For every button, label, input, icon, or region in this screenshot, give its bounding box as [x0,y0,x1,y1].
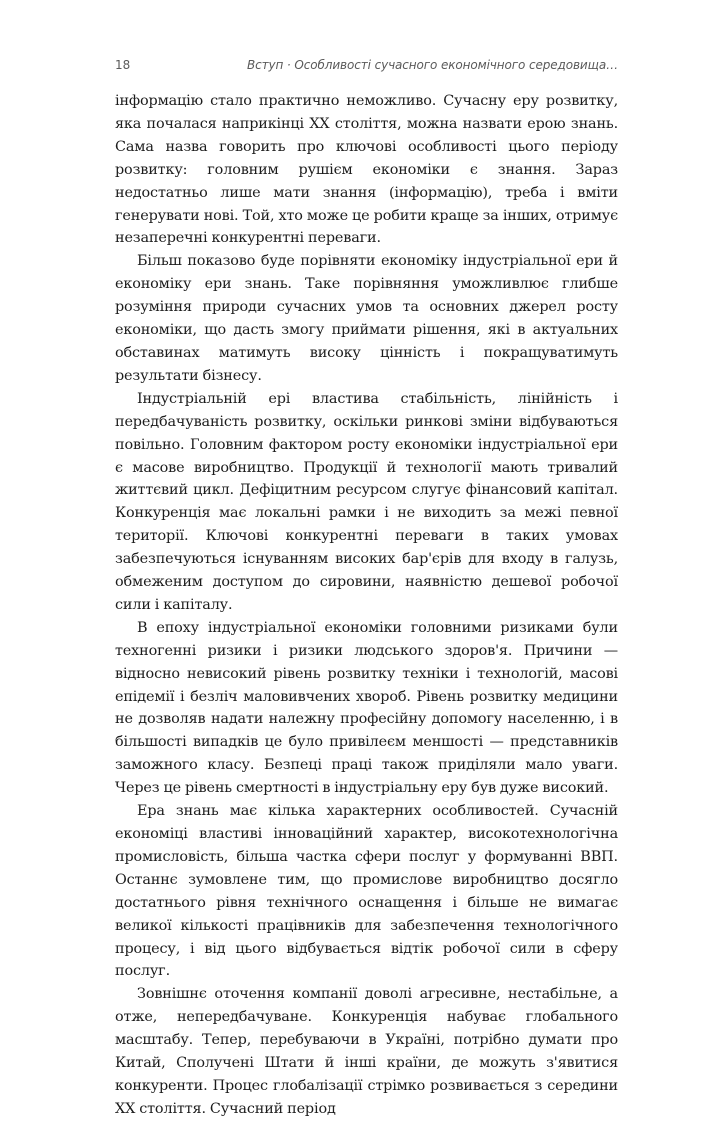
paragraph-continued: інформацію стало практично неможливо. Сучасну еру розвитку, яка почалася наприкінці XX століття, можна назвати ерою знань. Сама назва говорить про ключові особливості цього періоду розвитку: головним рушієм економіки є знання. Зараз недостатньо лише мати знання (інформацію), треба і вміти генерувати нові. Той, хто може це робити краще за інших, отримує незаперечні конкурентні переваги. [115,93,618,247]
paragraph: Індустріальній ері властива стабільність, лінійність і передбачуваність розвитку, оскільки ринкові зміни відбуваються повільно. Головним фактором росту економіки індустріальної ери є масове виробництво. Продукції й технології мають тривалий життєвий цикл. Дефіцитним ресурсом слугує фінансовий капітал. Конкуренція має локальні рамки і не виходить за межі певної території. Ключові конкурентні переваги в таких умовах забезпечуються існуванням високих бар'єрів для входу в галузь, обмеженим доступом до сировини, наявністю дешевої робочої сили і капіталу. [115,390,618,613]
section-title: Вступ · Особливості сучасного економічного середовища… [246,58,618,72]
paragraph: Ера знань має кілька характерних особливостей. Сучасній економіці властиві інноваційний характер, високотехнологічна промисловість, більша частка сфери послуг у формуванні ВВП. Останнє зумовлене тим, що промислове виробництво досягло достатнього рівня технічного оснащення і більше не вимагає великої кількості працівників для забезпечення технологічного процесу, і від цього відбувається відтік робочої сили в сферу послуг. [115,803,618,980]
paragraph: Зовнішнє оточення компанії доволі агресивне, нестабільне, а отже, непередбачуване. Конкуренція набуває глобального масштабу. Тепер, перебуваючи в Україні, потрібно думати про Китай, Сполучені Штати й інші країни, де можуть з'явитися конкуренти. Процес глобалізації стрімко розвивається з середини XX століття. Сучасний період [115,986,618,1117]
running-header [115,58,618,78]
body-text [115,90,618,1121]
paragraph: Більш показово буде порівняти економіку індустріальної ери й економіку ери знань. Таке порівняння уможливлює глибше розуміння природи сучасних умов та основних джерел росту економіки, що дасть змогу приймати рішення, які в актуальних обставинах матимуть високу цінність і покращуватимуть результати бізнесу. [115,253,618,384]
paragraph: В епоху індустріальної економіки головними ризиками були техногенні ризики і ризики людського здоров'я. Причини — відносно невисокий рівень розвитку техніки і технологій, масові епідемії і безліч маловивчених хвороб. Рівень розвитку медицини не дозволяв надати належну професійну допомогу населенню, і в більшості випадків це було привілеєм меншості — представників заможного класу. Безпеці праці також приділяли мало уваги. Через це рівень смертності в індустріальну еру був дуже високий. [115,619,618,797]
page-number: 18 [115,58,131,72]
